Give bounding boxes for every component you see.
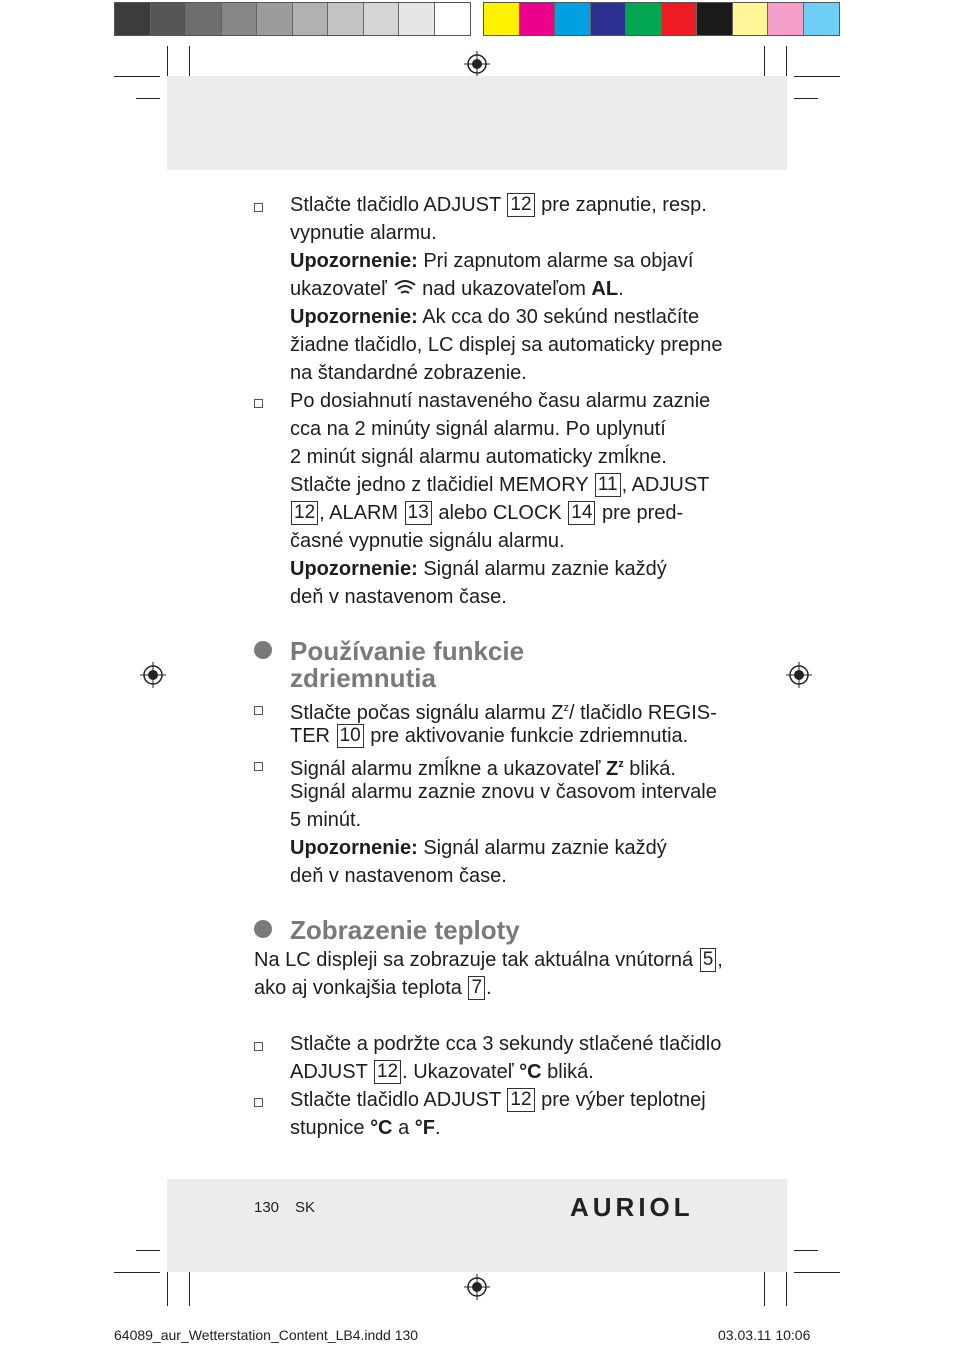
text-line: TER 10 pre aktivovanie funkcie zdriemnutia. bbox=[290, 725, 689, 747]
colour-swatch bbox=[364, 3, 400, 35]
colour-swatch bbox=[520, 3, 556, 35]
list-bullet bbox=[254, 1042, 263, 1051]
button-ref-box: 12 bbox=[507, 1088, 534, 1112]
text-line: Stlačte tlačidlo ADJUST 12 pre zapnutie, resp. bbox=[290, 194, 707, 216]
greyscale-colour-bar bbox=[114, 2, 471, 36]
text-line: Stlačte jedno z tlačidiel MEMORY 11 , ADJUST bbox=[290, 474, 710, 496]
header-band bbox=[167, 76, 787, 170]
note-line: Upozornenie: Ak cca do 30 sekúnd nestlačíte bbox=[290, 306, 700, 328]
text-line: ADJUST 12 . Ukazovateľ °C bliká. bbox=[290, 1061, 594, 1083]
crop-mark bbox=[136, 98, 160, 99]
colour-swatch bbox=[151, 3, 187, 35]
registration-mark-icon bbox=[140, 662, 166, 688]
alarm-signal-icon bbox=[393, 279, 417, 297]
text-line: stupnice °C a °F. bbox=[290, 1117, 441, 1139]
colour-swatch bbox=[697, 3, 733, 35]
colour-swatch bbox=[768, 3, 804, 35]
display-ref-box: 5 bbox=[700, 948, 717, 972]
brand-logo: AURIOL bbox=[570, 1192, 694, 1222]
note-line: Upozornenie: Pri zapnutom alarme sa objaví bbox=[290, 250, 694, 272]
section-heading-snooze-line2: zdriemnutia bbox=[290, 663, 436, 693]
text-line: Na LC displeji sa zobrazuje tak aktuálna vnútorná 5 , bbox=[254, 949, 723, 971]
crop-mark bbox=[794, 98, 818, 99]
text-line: deň v nastavenom čase. bbox=[290, 865, 507, 887]
page-number: 130 bbox=[254, 1199, 280, 1216]
colour-swatch bbox=[733, 3, 769, 35]
list-bullet bbox=[254, 1098, 263, 1107]
crop-mark bbox=[189, 1272, 190, 1306]
note-line: Upozornenie: Signál alarmu zaznie každý bbox=[290, 837, 667, 859]
crop-mark bbox=[794, 1250, 818, 1251]
colour-swatch bbox=[222, 3, 258, 35]
crop-mark bbox=[189, 46, 190, 76]
crop-mark bbox=[136, 1250, 160, 1251]
text-line: žiadne tlačidlo, LC displej sa automaticky prepne bbox=[290, 334, 723, 356]
button-ref-box: 11 bbox=[595, 473, 621, 497]
registration-mark-icon bbox=[786, 662, 812, 688]
text-line: Stlačte a podržte cca 3 sekundy stlačené tlačidlo bbox=[290, 1033, 722, 1055]
button-ref-box: 13 bbox=[405, 501, 432, 525]
button-ref-box: 12 bbox=[507, 193, 534, 217]
text-line: Signál alarmu zaznie znovu v časovom intervale bbox=[290, 781, 717, 803]
colour-swatch bbox=[484, 3, 520, 35]
colour-swatch bbox=[591, 3, 627, 35]
colour-swatch bbox=[115, 3, 151, 35]
colour-swatch bbox=[186, 3, 222, 35]
display-ref-box: 7 bbox=[468, 976, 485, 1000]
crop-mark bbox=[786, 46, 787, 76]
colour-swatch bbox=[804, 3, 840, 35]
text-line: vypnutie alarmu. bbox=[290, 222, 437, 244]
registration-mark-icon bbox=[464, 1274, 490, 1300]
colour-swatch bbox=[257, 3, 293, 35]
heading-bullet bbox=[254, 920, 272, 938]
date-slug: 03.03.11 10:06 bbox=[718, 1327, 811, 1343]
text-line: Stlačte tlačidlo ADJUST 12 pre výber teplotnej bbox=[290, 1089, 706, 1111]
text-line: na štandardné zobrazenie. bbox=[290, 362, 527, 384]
text-line: cca na 2 minúty signál alarmu. Po uplynutí bbox=[290, 418, 666, 440]
process-colour-bar bbox=[483, 2, 840, 36]
language-code: SK bbox=[295, 1199, 316, 1216]
crop-mark bbox=[764, 46, 765, 76]
heading-bullet bbox=[254, 641, 272, 659]
crop-mark bbox=[167, 1272, 168, 1306]
text-line: deň v nastavenom čase. bbox=[290, 586, 507, 608]
button-ref-box: 12 bbox=[374, 1060, 401, 1084]
text-line: Signál alarmu zmĺkne a ukazovateľ $Z^z$ bliká. bbox=[290, 758, 676, 780]
file-slug: 64089_aur_Wetterstation_Content_LB4.indd 130 bbox=[114, 1327, 419, 1343]
button-ref-box: 14 bbox=[568, 501, 595, 525]
colour-swatch bbox=[399, 3, 435, 35]
crop-mark bbox=[794, 1272, 840, 1273]
text-line: Stlačte počas signálu alarmu $Z^z/$ tlačidlo REGIS- bbox=[290, 702, 717, 724]
crop-mark bbox=[786, 1272, 787, 1306]
colour-swatch bbox=[555, 3, 591, 35]
text-line: 5 minút. bbox=[290, 809, 362, 831]
section-heading-snooze: Používanie funkcie bbox=[290, 636, 525, 666]
list-bullet bbox=[254, 203, 263, 212]
text-line: ako aj vonkajšia teplota 7 . bbox=[254, 977, 492, 999]
colour-swatch bbox=[435, 3, 471, 35]
section-heading-temperature: Zobrazenie teploty bbox=[290, 915, 520, 945]
colour-swatch bbox=[626, 3, 662, 35]
list-bullet bbox=[254, 762, 263, 771]
crop-mark bbox=[764, 1272, 765, 1306]
crop-mark bbox=[794, 76, 840, 77]
registration-mark-icon bbox=[464, 51, 490, 77]
note-line: Upozornenie: Signál alarmu zaznie každý bbox=[290, 558, 667, 580]
list-bullet bbox=[254, 706, 263, 715]
crop-mark bbox=[114, 76, 160, 77]
colour-swatch bbox=[293, 3, 329, 35]
text-line: Po dosiahnutí nastaveného času alarmu zaznie bbox=[290, 390, 711, 412]
button-ref-box: 12 bbox=[291, 501, 318, 525]
footer-band bbox=[167, 1179, 787, 1272]
text-line: 12 , ALARM 13 alebo CLOCK 14 pre pred- bbox=[290, 499, 683, 527]
crop-mark bbox=[167, 46, 168, 76]
colour-swatch bbox=[328, 3, 364, 35]
text-line: 2 minút signál alarmu automaticky zmĺkne. bbox=[290, 446, 667, 468]
text-line: ukazovateľ nad ukazovateľom AL. bbox=[290, 278, 624, 300]
button-ref-box: 10 bbox=[337, 724, 364, 748]
text-line: časné vypnutie signálu alarmu. bbox=[290, 530, 565, 552]
colour-swatch bbox=[662, 3, 698, 35]
list-bullet bbox=[254, 399, 263, 408]
crop-mark bbox=[114, 1272, 160, 1273]
